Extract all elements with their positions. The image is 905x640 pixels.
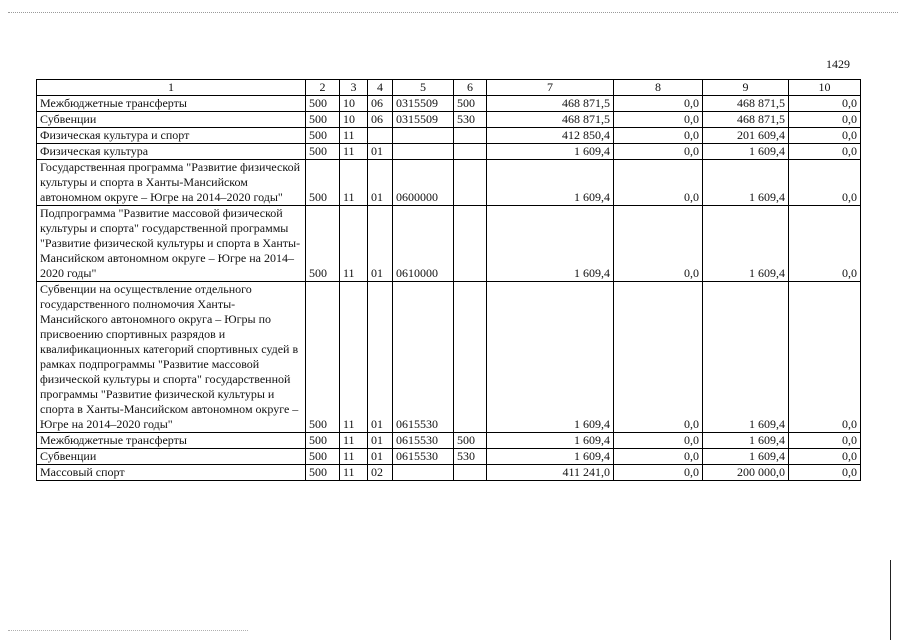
col2-cell: 500 xyxy=(306,160,340,206)
col3-cell: 11 xyxy=(340,128,368,144)
col9-cell: 1 609,4 xyxy=(703,449,789,465)
table-row xyxy=(37,282,861,433)
col10-cell: 0,0 xyxy=(789,449,861,465)
col7-cell: 1 609,4 xyxy=(487,449,614,465)
col5-cell: 0600000 xyxy=(393,160,454,206)
column-header: 5 xyxy=(393,80,454,96)
col6-cell: 530 xyxy=(454,112,487,128)
col9-cell: 468 871,5 xyxy=(703,96,789,112)
column-header: 3 xyxy=(340,80,368,96)
col8-cell: 0,0 xyxy=(614,206,703,282)
scan-border-bottom xyxy=(8,630,248,631)
col10-cell: 0,0 xyxy=(789,282,861,433)
table-row xyxy=(37,465,861,481)
col3-cell: 11 xyxy=(340,449,368,465)
col3-cell: 11 xyxy=(340,206,368,282)
row-name-cell: Государственная программа "Развитие физической культуры и спорта в Ханты-Мансийском автономном округе – Югре на 2014–2020 годы" xyxy=(37,160,306,206)
col7-cell: 468 871,5 xyxy=(487,112,614,128)
col3-cell: 11 xyxy=(340,433,368,449)
col9-cell: 1 609,4 xyxy=(703,282,789,433)
col4-cell: 01 xyxy=(368,282,393,433)
col4-cell xyxy=(368,128,393,144)
table-row xyxy=(37,112,861,128)
table-row xyxy=(37,128,861,144)
col8-cell: 0,0 xyxy=(614,128,703,144)
col3-cell: 11 xyxy=(340,465,368,481)
col10-cell: 0,0 xyxy=(789,465,861,481)
col2-cell: 500 xyxy=(306,282,340,433)
column-header: 4 xyxy=(368,80,393,96)
col4-cell: 01 xyxy=(368,144,393,160)
scan-border-top xyxy=(8,12,898,13)
col2-cell: 500 xyxy=(306,128,340,144)
col8-cell: 0,0 xyxy=(614,282,703,433)
row-name-cell: Физическая культура xyxy=(37,144,306,160)
col8-cell: 0,0 xyxy=(614,449,703,465)
col9-cell: 200 000,0 xyxy=(703,465,789,481)
col8-cell: 0,0 xyxy=(614,112,703,128)
row-name-cell: Межбюджетные трансферты xyxy=(37,96,306,112)
row-name-cell: Субвенции xyxy=(37,449,306,465)
col9-cell: 201 609,4 xyxy=(703,128,789,144)
page-number: 1429 xyxy=(826,57,850,71)
col10-cell: 0,0 xyxy=(789,160,861,206)
col2-cell: 500 xyxy=(306,96,340,112)
col7-cell: 468 871,5 xyxy=(487,96,614,112)
col7-cell: 411 241,0 xyxy=(487,465,614,481)
table-header-row xyxy=(37,80,861,96)
col8-cell: 0,0 xyxy=(614,433,703,449)
col2-cell: 500 xyxy=(306,206,340,282)
col2-cell: 500 xyxy=(306,112,340,128)
col10-cell: 0,0 xyxy=(789,128,861,144)
col4-cell: 01 xyxy=(368,160,393,206)
col3-cell: 11 xyxy=(340,144,368,160)
row-name-cell: Подпрограмма "Развитие массовой физической культуры и спорта" государственной программы "Развитие физической культуры и спорта в Ханты-Мансийском автономном округе – Югре на 2014–2020 годы" xyxy=(37,206,306,282)
col3-cell: 11 xyxy=(340,160,368,206)
col5-cell xyxy=(393,465,454,481)
column-header: 6 xyxy=(454,80,487,96)
col3-cell: 10 xyxy=(340,96,368,112)
column-header: 7 xyxy=(487,80,614,96)
col2-cell: 500 xyxy=(306,449,340,465)
scan-border-right xyxy=(890,560,891,640)
col7-cell: 1 609,4 xyxy=(487,433,614,449)
col6-cell xyxy=(454,206,487,282)
col6-cell: 530 xyxy=(454,449,487,465)
col2-cell: 500 xyxy=(306,433,340,449)
col10-cell: 0,0 xyxy=(789,206,861,282)
col4-cell: 06 xyxy=(368,112,393,128)
col6-cell xyxy=(454,160,487,206)
col5-cell: 0315509 xyxy=(393,112,454,128)
column-header: 2 xyxy=(306,80,340,96)
col5-cell xyxy=(393,128,454,144)
row-name-cell: Массовый спорт xyxy=(37,465,306,481)
col4-cell: 01 xyxy=(368,449,393,465)
col9-cell: 468 871,5 xyxy=(703,112,789,128)
col3-cell: 11 xyxy=(340,282,368,433)
col7-cell: 1 609,4 xyxy=(487,144,614,160)
column-header: 9 xyxy=(703,80,789,96)
col7-cell: 412 850,4 xyxy=(487,128,614,144)
col5-cell: 0615530 xyxy=(393,282,454,433)
col10-cell: 0,0 xyxy=(789,112,861,128)
column-header: 1 xyxy=(37,80,306,96)
table-row xyxy=(37,96,861,112)
col7-cell: 1 609,4 xyxy=(487,206,614,282)
column-header: 8 xyxy=(614,80,703,96)
col6-cell xyxy=(454,282,487,433)
col9-cell: 1 609,4 xyxy=(703,433,789,449)
col10-cell: 0,0 xyxy=(789,96,861,112)
col5-cell: 0615530 xyxy=(393,433,454,449)
col4-cell: 06 xyxy=(368,96,393,112)
col6-cell xyxy=(454,465,487,481)
table-body xyxy=(37,96,861,481)
row-name-cell: Межбюджетные трансферты xyxy=(37,433,306,449)
col2-cell: 500 xyxy=(306,465,340,481)
col5-cell xyxy=(393,144,454,160)
col6-cell xyxy=(454,144,487,160)
col6-cell: 500 xyxy=(454,96,487,112)
row-name-cell: Субвенции на осуществление отдельного государственного полномочия Ханты-Мансийского автономного округа – Югры по присвоению спортивных разрядов и квалификационных категорий спортивных судей в рамках подпрограммы "Развитие массовой физической культуры и спорта" государственной программы "Развитие физической культуры и спорта в Ханты-Мансийском автономном округе – Югре на 2014–2020 годы" xyxy=(37,282,306,433)
col7-cell: 1 609,4 xyxy=(487,160,614,206)
table-row xyxy=(37,160,861,206)
col10-cell: 0,0 xyxy=(789,144,861,160)
table-row xyxy=(37,144,861,160)
col6-cell: 500 xyxy=(454,433,487,449)
col6-cell xyxy=(454,128,487,144)
col9-cell: 1 609,4 xyxy=(703,206,789,282)
col9-cell: 1 609,4 xyxy=(703,160,789,206)
col10-cell: 0,0 xyxy=(789,433,861,449)
budget-table xyxy=(36,79,861,481)
col8-cell: 0,0 xyxy=(614,144,703,160)
col8-cell: 0,0 xyxy=(614,465,703,481)
row-name-cell: Субвенции xyxy=(37,112,306,128)
col5-cell: 0315509 xyxy=(393,96,454,112)
column-header: 10 xyxy=(789,80,861,96)
col7-cell: 1 609,4 xyxy=(487,282,614,433)
col9-cell: 1 609,4 xyxy=(703,144,789,160)
table-row xyxy=(37,206,861,282)
col8-cell: 0,0 xyxy=(614,96,703,112)
col3-cell: 10 xyxy=(340,112,368,128)
col2-cell: 500 xyxy=(306,144,340,160)
col4-cell: 02 xyxy=(368,465,393,481)
table-row xyxy=(37,433,861,449)
row-name-cell: Физическая культура и спорт xyxy=(37,128,306,144)
col8-cell: 0,0 xyxy=(614,160,703,206)
col4-cell: 01 xyxy=(368,206,393,282)
col4-cell: 01 xyxy=(368,433,393,449)
table-row xyxy=(37,449,861,465)
col5-cell: 0615530 xyxy=(393,449,454,465)
col5-cell: 0610000 xyxy=(393,206,454,282)
